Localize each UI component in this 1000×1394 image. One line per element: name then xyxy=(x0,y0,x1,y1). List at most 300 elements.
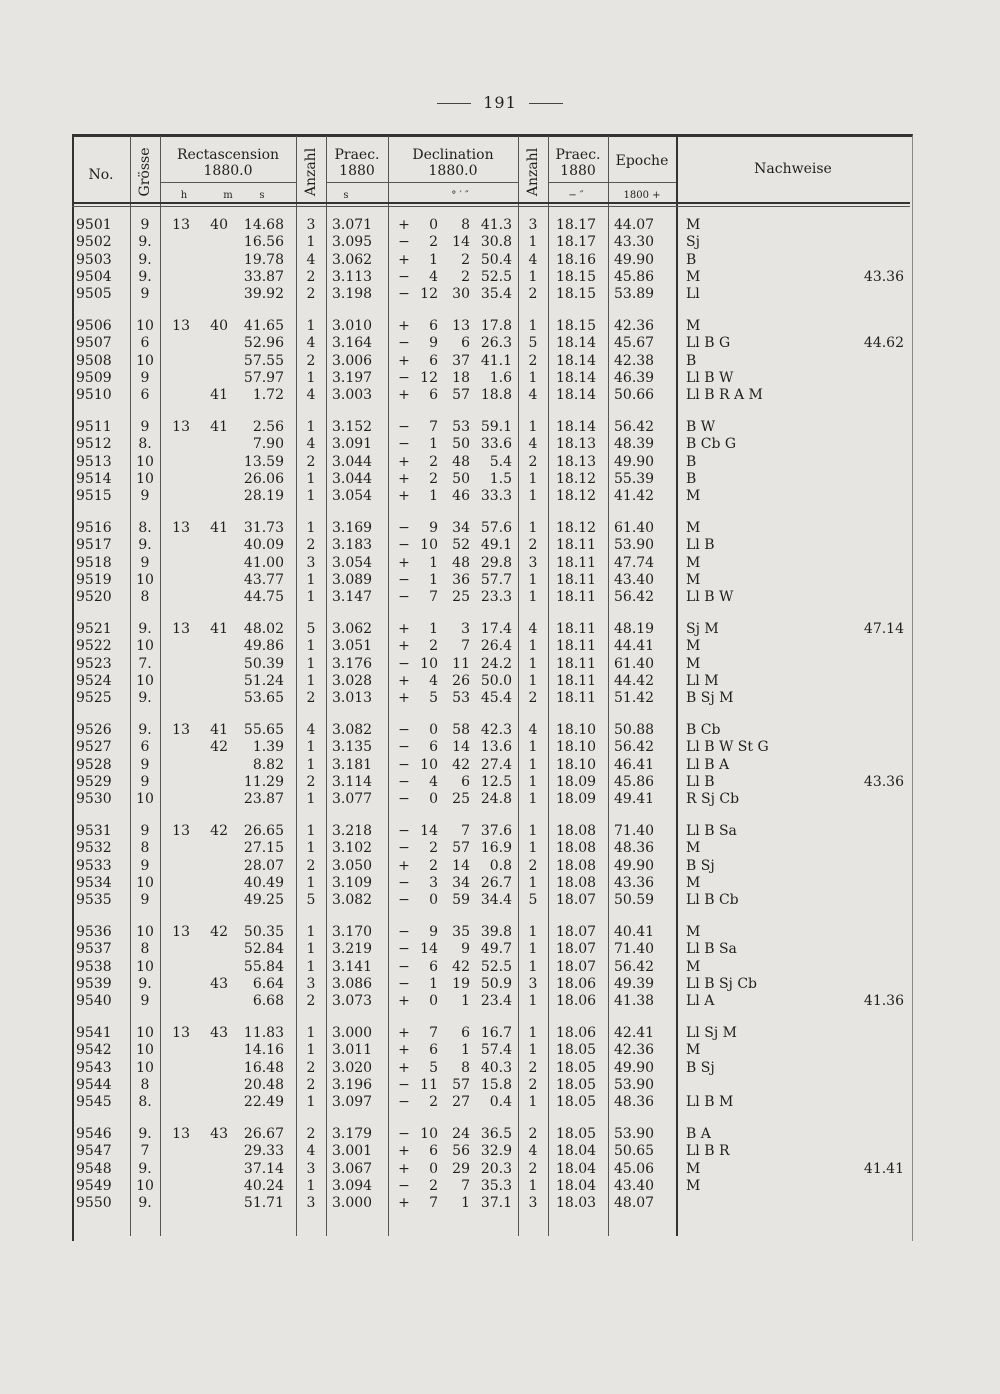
cell-a1: 2 xyxy=(306,453,316,470)
cell-nw: Ll B W St G xyxy=(686,739,769,756)
cell-dm: 6 xyxy=(461,773,470,790)
cell-p2: 18.15 xyxy=(556,268,597,285)
cell-a1: 4 xyxy=(306,335,316,352)
cell-p2: 18.11 xyxy=(556,672,597,689)
cell-a1: 1 xyxy=(306,638,316,655)
cell-g: 9. xyxy=(138,690,152,707)
cell-a1: 1 xyxy=(306,958,316,975)
cell-a1: 3 xyxy=(306,1160,316,1177)
cell-s: 31.73 xyxy=(243,520,284,536)
header-ra-epoch: 1880.0 xyxy=(203,163,253,179)
cell-p1: 3.141 xyxy=(332,958,373,975)
cell-g: 8. xyxy=(138,436,152,453)
cell-ep: 48.19 xyxy=(614,621,655,637)
cell-a1: 2 xyxy=(306,690,316,707)
cell-dd: 2 xyxy=(429,857,438,874)
cell-a2: 1 xyxy=(528,318,538,334)
cell-g: 9 xyxy=(140,756,150,773)
cell-ep: 46.39 xyxy=(614,369,655,386)
cell-sign: + xyxy=(398,993,410,1010)
cell-p1: 3.114 xyxy=(332,773,373,790)
cell-g: 8 xyxy=(140,1076,150,1093)
cell-ds: 36.5 xyxy=(480,1126,512,1142)
cell-p1: 3.082 xyxy=(332,892,373,909)
cell-ep: 50.88 xyxy=(614,722,655,738)
cell-ds: 50.9 xyxy=(480,975,512,992)
cell-no: 9534 xyxy=(76,874,112,891)
cell-m: 41 xyxy=(210,419,228,435)
cell-dd: 12 xyxy=(420,286,438,303)
cell-ep: 47.74 xyxy=(614,554,655,571)
cell-sign: − xyxy=(398,419,410,435)
cell-sign: + xyxy=(398,1195,410,1212)
cell-ep: 44.42 xyxy=(614,672,655,689)
cell-g: 6 xyxy=(140,387,150,404)
cell-g: 9 xyxy=(140,892,150,909)
praec2-subline xyxy=(548,182,608,183)
cell-no: 9535 xyxy=(76,892,112,909)
cell-ep: 42.36 xyxy=(614,318,655,334)
cell-a2: 1 xyxy=(528,773,538,790)
cell-p1: 3.044 xyxy=(332,453,373,470)
cell-sign: + xyxy=(398,1160,410,1177)
cell-dm: 14 xyxy=(452,234,470,251)
cell-a1: 4 xyxy=(306,436,316,453)
cell-a1: 1 xyxy=(306,756,316,773)
cell-no: 9537 xyxy=(76,941,112,958)
cell-nw: M xyxy=(686,638,701,655)
cell-s: 50.35 xyxy=(243,924,284,940)
cell-g: 10 xyxy=(136,638,154,655)
cell-p2: 18.05 xyxy=(556,1042,597,1059)
cell-ds: 26.4 xyxy=(480,638,512,655)
cell-a2: 1 xyxy=(528,874,538,891)
cell-no: 9538 xyxy=(76,958,112,975)
cell-a2: 5 xyxy=(528,892,538,909)
cell-p2: 18.11 xyxy=(556,589,597,606)
cell-ds: 32.9 xyxy=(480,1143,512,1160)
cell-no: 9533 xyxy=(76,857,112,874)
cell-nw: M xyxy=(686,1042,701,1059)
cell-nw: B A xyxy=(686,1126,711,1142)
cell-a2: 2 xyxy=(528,453,538,470)
cell-p1: 3.082 xyxy=(332,722,373,738)
cell-p1: 3.000 xyxy=(332,1025,373,1041)
divider-ra xyxy=(296,136,297,1236)
cell-dm: 42 xyxy=(452,958,470,975)
cell-ds: 16.9 xyxy=(480,840,512,857)
cell-a2: 5 xyxy=(528,335,538,352)
cell-a2: 4 xyxy=(528,1143,538,1160)
cell-nw: M xyxy=(686,1177,701,1194)
cell-s: 23.87 xyxy=(243,791,284,808)
cell-g: 10 xyxy=(136,874,154,891)
cell-dm: 2 xyxy=(461,251,470,268)
cell-ep: 55.39 xyxy=(614,470,655,487)
cell-ds: 29.8 xyxy=(480,554,512,571)
cell-m: 41 xyxy=(210,387,228,404)
cell-sign: − xyxy=(398,1094,410,1111)
cell-no: 9510 xyxy=(76,387,112,404)
cell-p2: 18.14 xyxy=(556,419,597,435)
cell-dm: 14 xyxy=(452,857,470,874)
cell-dm: 1 xyxy=(461,1042,470,1059)
cell-p1: 3.067 xyxy=(332,1160,373,1177)
cell-p1: 3.001 xyxy=(332,1143,373,1160)
cell-a1: 1 xyxy=(306,1094,316,1111)
page-number-text: 191 xyxy=(483,93,517,112)
cell-nw: Ll B Sj Cb xyxy=(686,975,758,992)
cell-s: 2.56 xyxy=(252,419,284,435)
cell-g: 8 xyxy=(140,589,150,606)
cell-nw: M xyxy=(686,1160,701,1177)
cell-sign: − xyxy=(398,1126,410,1142)
cell-p1: 3.020 xyxy=(332,1059,373,1076)
cell-dm: 27 xyxy=(452,1094,470,1111)
cell-dm: 24 xyxy=(452,1126,470,1142)
cell-p1: 3.181 xyxy=(332,756,373,773)
cell-g: 9. xyxy=(138,1195,152,1212)
cell-p1: 3.164 xyxy=(332,335,373,352)
cell-dm: 11 xyxy=(452,655,470,672)
cell-dd: 6 xyxy=(429,739,438,756)
cell-p2: 18.14 xyxy=(556,352,597,369)
cell-dm: 14 xyxy=(452,739,470,756)
cell-p2: 18.12 xyxy=(556,470,597,487)
cell-s: 14.68 xyxy=(243,217,284,233)
cell-sign: − xyxy=(398,892,410,909)
cell-ds: 52.5 xyxy=(480,958,512,975)
cell-s: 51.71 xyxy=(243,1195,284,1212)
cell-ep: 45.86 xyxy=(614,268,655,285)
cell-dd: 9 xyxy=(429,335,438,352)
cell-ep: 50.59 xyxy=(614,892,655,909)
cell-s: 51.24 xyxy=(243,672,284,689)
cell-a2: 3 xyxy=(528,975,538,992)
cell-sign: + xyxy=(398,251,410,268)
cell-s: 52.84 xyxy=(243,941,284,958)
cell-p2: 18.17 xyxy=(556,234,597,251)
cell-dm: 25 xyxy=(452,791,470,808)
cell-no: 9511 xyxy=(76,419,112,435)
cell-ds: 17.4 xyxy=(480,621,512,637)
cell-p1: 3.054 xyxy=(332,554,373,571)
cell-dd: 1 xyxy=(429,251,438,268)
cell-p2: 18.11 xyxy=(556,690,597,707)
cell-a1: 2 xyxy=(306,857,316,874)
cell-dd: 5 xyxy=(429,1059,438,1076)
cell-ep: 56.42 xyxy=(614,739,655,756)
cell-dd: 2 xyxy=(429,470,438,487)
dash-right xyxy=(529,103,563,104)
cell-no: 9541 xyxy=(76,1025,112,1041)
cell-m: 41 xyxy=(210,722,228,738)
cell-ds: 49.7 xyxy=(480,941,512,958)
cell-m: 41 xyxy=(210,520,228,536)
cell-s: 11.83 xyxy=(243,1025,284,1041)
cell-ds: 13.6 xyxy=(480,739,512,756)
cell-dm: 30 xyxy=(452,286,470,303)
cell-nw: Ll B W xyxy=(686,369,734,386)
cell-ep: 43.40 xyxy=(614,571,655,588)
dash-left xyxy=(437,103,471,104)
cell-p2: 18.11 xyxy=(556,621,597,637)
cell-s: 1.39 xyxy=(252,739,284,756)
cell-nw: M xyxy=(686,874,701,891)
cell-nw: Ll B Sa xyxy=(686,941,737,958)
cell-a1: 2 xyxy=(306,1076,316,1093)
dec-subline xyxy=(388,182,518,183)
cell-sign: − xyxy=(398,722,410,738)
cell-ep: 44.41 xyxy=(614,638,655,655)
cell-dd: 6 xyxy=(429,1143,438,1160)
header-praec2-year: 1880 xyxy=(560,163,596,179)
cell-a2: 1 xyxy=(528,756,538,773)
cell-dm: 8 xyxy=(461,217,470,233)
cell-nw: B xyxy=(686,470,697,487)
cell-p2: 18.03 xyxy=(556,1195,597,1212)
cell-h: 13 xyxy=(172,722,190,738)
header-bottom-line-2 xyxy=(72,206,910,207)
cell-nw: B Cb xyxy=(686,722,721,738)
cell-a2: 1 xyxy=(528,924,538,940)
cell-ds: 23.4 xyxy=(480,993,512,1010)
cell-s: 26.06 xyxy=(243,470,284,487)
cell-dd: 1 xyxy=(429,554,438,571)
cell-g: 9 xyxy=(140,554,150,571)
cell-p2: 18.11 xyxy=(556,571,597,588)
cell-p1: 3.176 xyxy=(332,655,373,672)
cell-p1: 3.062 xyxy=(332,251,373,268)
cell-sign: + xyxy=(398,672,410,689)
cell-sign: − xyxy=(398,941,410,958)
cell-dd: 9 xyxy=(429,924,438,940)
cell-g: 10 xyxy=(136,1025,154,1041)
cell-nw: Ll M xyxy=(686,672,719,689)
cell-nw: Ll B xyxy=(686,773,715,790)
cell-p1: 3.011 xyxy=(332,1042,373,1059)
cell-dd: 4 xyxy=(429,672,438,689)
cell-dd: 2 xyxy=(429,840,438,857)
cell-dm: 18 xyxy=(452,369,470,386)
cell-s: 44.75 xyxy=(243,589,284,606)
cell-a1: 3 xyxy=(306,1195,316,1212)
cell-a1: 2 xyxy=(306,286,316,303)
cell-p2: 18.16 xyxy=(556,251,597,268)
cell-nw: B Sj M xyxy=(686,690,734,707)
cell-nw: M xyxy=(686,655,701,672)
cell-ds: 1.5 xyxy=(489,470,512,487)
cell-p1: 3.097 xyxy=(332,1094,373,1111)
cell-a1: 1 xyxy=(306,488,316,505)
cell-sign: − xyxy=(398,537,410,554)
cell-sign: − xyxy=(398,924,410,940)
cell-ep: 56.42 xyxy=(614,589,655,606)
cell-ds: 0.4 xyxy=(489,1094,512,1111)
cell-p2: 18.14 xyxy=(556,387,597,404)
cell-dm: 53 xyxy=(452,419,470,435)
cell-sign: + xyxy=(398,318,410,334)
cell-dd: 0 xyxy=(429,1160,438,1177)
cell-g: 9. xyxy=(138,537,152,554)
cell-ds: 50.0 xyxy=(480,672,512,689)
cell-p2: 18.09 xyxy=(556,791,597,808)
cell-dm: 57 xyxy=(452,840,470,857)
cell-s: 37.14 xyxy=(243,1160,284,1177)
cell-p2: 18.05 xyxy=(556,1126,597,1142)
cell-no: 9512 xyxy=(76,436,112,453)
cell-a2: 2 xyxy=(528,857,538,874)
cell-ds: 1.6 xyxy=(489,369,512,386)
cell-dm: 6 xyxy=(461,335,470,352)
cell-p2: 18.13 xyxy=(556,453,597,470)
cell-nw: B xyxy=(686,352,697,369)
cell-dm: 35 xyxy=(452,924,470,940)
cell-nw: M xyxy=(686,554,701,571)
cell-no: 9523 xyxy=(76,655,112,672)
cell-ep: 44.07 xyxy=(614,217,655,233)
cell-dd: 0 xyxy=(429,722,438,738)
cell-p1: 3.147 xyxy=(332,589,373,606)
cell-p1: 3.113 xyxy=(332,268,373,285)
header-nachweise: Nachweise xyxy=(754,161,832,177)
cell-p2: 18.08 xyxy=(556,874,597,891)
divider-anzahl2 xyxy=(548,136,549,1236)
cell-sign: − xyxy=(398,520,410,536)
cell-p1: 3.044 xyxy=(332,470,373,487)
cell-dd: 3 xyxy=(429,874,438,891)
header-epoche-title: Epoche xyxy=(615,153,669,169)
cell-extra: 41.36 xyxy=(863,993,904,1010)
cell-dd: 1 xyxy=(429,436,438,453)
cell-p1: 3.071 xyxy=(332,217,373,233)
cell-extra: 44.62 xyxy=(863,335,904,352)
cell-no: 9530 xyxy=(76,791,112,808)
cell-no: 9549 xyxy=(76,1177,112,1194)
cell-s: 49.25 xyxy=(243,892,284,909)
cell-p1: 3.089 xyxy=(332,571,373,588)
cell-a2: 1 xyxy=(528,655,538,672)
cell-dm: 57 xyxy=(452,387,470,404)
cell-a1: 2 xyxy=(306,537,316,554)
cell-extra: 43.36 xyxy=(863,268,904,285)
cell-g: 9 xyxy=(140,993,150,1010)
cell-p1: 3.218 xyxy=(332,823,373,839)
cell-s: 16.48 xyxy=(243,1059,284,1076)
cell-p2: 18.06 xyxy=(556,975,597,992)
cell-g: 8 xyxy=(140,840,150,857)
cell-a2: 2 xyxy=(528,352,538,369)
cell-ds: 15.8 xyxy=(480,1076,512,1093)
cell-p1: 3.077 xyxy=(332,791,373,808)
cell-sign: − xyxy=(398,823,410,839)
cell-no: 9501 xyxy=(76,217,112,233)
cell-no: 9519 xyxy=(76,571,112,588)
cell-dd: 0 xyxy=(429,993,438,1010)
cell-ep: 50.65 xyxy=(614,1143,655,1160)
cell-ep: 61.40 xyxy=(614,655,655,672)
cell-no: 9550 xyxy=(76,1195,112,1212)
cell-sign: − xyxy=(398,234,410,251)
cell-g: 10 xyxy=(136,470,154,487)
cell-sign: + xyxy=(398,638,410,655)
cell-sign: − xyxy=(398,958,410,975)
cell-h: 13 xyxy=(172,419,190,435)
cell-p1: 3.179 xyxy=(332,1126,373,1142)
cell-a1: 1 xyxy=(306,924,316,940)
header-praec1-title: Praec. xyxy=(334,147,380,163)
cell-ep: 43.30 xyxy=(614,234,655,251)
cell-h: 13 xyxy=(172,318,190,334)
cell-sign: + xyxy=(398,488,410,505)
cell-s: 26.65 xyxy=(243,823,284,839)
cell-ep: 71.40 xyxy=(614,823,655,839)
cell-no: 9528 xyxy=(76,756,112,773)
cell-s: 13.59 xyxy=(243,453,284,470)
header-dec-units: ° ′ ″ xyxy=(451,190,469,201)
cell-ep: 45.06 xyxy=(614,1160,655,1177)
cell-g: 9 xyxy=(140,369,150,386)
cell-nw: R Sj Cb xyxy=(686,791,740,808)
cell-no: 9508 xyxy=(76,352,112,369)
cell-a1: 2 xyxy=(306,993,316,1010)
cell-g: 9 xyxy=(140,419,150,435)
cell-sign: + xyxy=(398,1042,410,1059)
cell-sign: − xyxy=(398,739,410,756)
cell-ep: 48.36 xyxy=(614,840,655,857)
cell-p1: 3.054 xyxy=(332,488,373,505)
cell-g: 10 xyxy=(136,1177,154,1194)
cell-s: 29.33 xyxy=(243,1143,284,1160)
cell-dm: 7 xyxy=(461,638,470,655)
header-praec1-unit: s xyxy=(343,190,349,201)
cell-extra: 43.36 xyxy=(863,773,904,790)
cell-no: 9544 xyxy=(76,1076,112,1093)
cell-sign: − xyxy=(398,791,410,808)
cell-a1: 2 xyxy=(306,773,316,790)
cell-p2: 18.08 xyxy=(556,840,597,857)
cell-sign: − xyxy=(398,773,410,790)
cell-nw: M xyxy=(686,268,701,285)
cell-ds: 57.6 xyxy=(480,520,512,536)
cell-dd: 1 xyxy=(429,571,438,588)
cell-dd: 1 xyxy=(429,488,438,505)
cell-sign: − xyxy=(398,840,410,857)
cell-p2: 18.11 xyxy=(556,638,597,655)
cell-sign: + xyxy=(398,621,410,637)
cell-g: 8 xyxy=(140,941,150,958)
cell-sign: + xyxy=(398,1143,410,1160)
cell-p1: 3.003 xyxy=(332,387,373,404)
cell-p2: 18.04 xyxy=(556,1177,597,1194)
cell-p1: 3.094 xyxy=(332,1177,373,1194)
cell-s: 55.84 xyxy=(243,958,284,975)
header-praec2-title: Praec. xyxy=(555,147,601,163)
cell-s: 8.82 xyxy=(252,756,284,773)
cell-g: 10 xyxy=(136,352,154,369)
cell-a1: 1 xyxy=(306,874,316,891)
cell-s: 57.55 xyxy=(243,352,284,369)
cell-sign: − xyxy=(398,655,410,672)
cell-ds: 42.3 xyxy=(480,722,512,738)
header-praec2-unit: − ″ xyxy=(568,190,584,201)
cell-a2: 2 xyxy=(528,1160,538,1177)
cell-no: 9504 xyxy=(76,268,112,285)
cell-p2: 18.07 xyxy=(556,924,597,940)
cell-p1: 3.197 xyxy=(332,369,373,386)
cell-nw: B Sj xyxy=(686,857,715,874)
cell-s: 40.24 xyxy=(243,1177,284,1194)
